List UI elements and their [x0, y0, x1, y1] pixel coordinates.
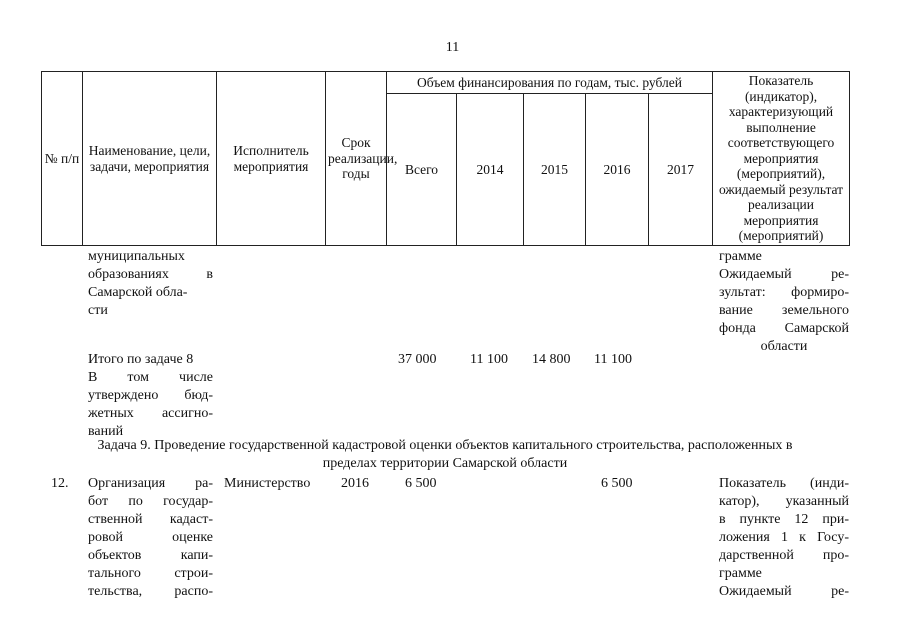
- header-2015: 2015: [524, 94, 586, 246]
- total-2016: 11 100: [594, 352, 632, 367]
- task-line-1: Задача 9. Проведение государственной кадастровой оценки объектов капитального строительства, расположенных в: [97, 438, 793, 453]
- text-line: дарственной про-: [719, 548, 849, 563]
- header-2017: 2017: [649, 94, 713, 246]
- header-term: Срок реализации, годы: [326, 72, 387, 246]
- row-number: 12.: [51, 476, 69, 491]
- row-executor: Министерство: [224, 476, 311, 491]
- row-total: 6 500: [405, 476, 437, 491]
- text-line: в пункте 12 при-: [719, 512, 849, 527]
- text-line: жетных ассигно-: [88, 406, 213, 421]
- text-line: зультат: формиро-: [719, 285, 849, 300]
- text-line: вание земельного: [719, 303, 849, 318]
- row-term: 2016: [341, 476, 369, 491]
- row-indicator: [719, 475, 849, 601]
- table-header: [41, 71, 850, 246]
- total-label: [88, 351, 213, 441]
- text-line: грамме: [719, 566, 762, 581]
- total-value: 37 000: [398, 352, 437, 367]
- row-2016: 6 500: [601, 476, 633, 491]
- header-total: Всего: [387, 94, 457, 246]
- text-line: Самарской обла-: [88, 285, 188, 300]
- text-line: ственной кадаст-: [88, 512, 213, 527]
- text-line: Организация ра-: [88, 476, 213, 491]
- row-name: [88, 475, 213, 601]
- text-line: Показатель (инди-: [719, 476, 849, 491]
- text-line: утверждено бюд-: [88, 388, 213, 403]
- text-line: тельства, распо-: [88, 584, 213, 599]
- continued-name: [88, 248, 213, 320]
- text-line: муниципальных: [88, 249, 185, 264]
- task-heading: [41, 437, 849, 473]
- task-line-2: пределах территории Самарской области: [322, 456, 568, 471]
- text-line: ложения 1 к Госу-: [719, 530, 849, 545]
- header-funding-group: Объем финансирования по годам, тыс. рублей: [387, 72, 713, 94]
- page-number: 11: [445, 40, 460, 55]
- text-line: Итого по задаче 8: [88, 352, 194, 367]
- text-line: бот по государ-: [88, 494, 213, 509]
- text-line: сти: [88, 303, 108, 318]
- text-line: образованиях в: [88, 267, 213, 282]
- text-line: грамме: [719, 249, 762, 264]
- text-line: ваний: [88, 424, 124, 439]
- text-line: области: [760, 339, 808, 354]
- text-line: фонда Самарской: [719, 321, 849, 336]
- text-line: ровой оценке: [88, 530, 213, 545]
- total-2015: 14 800: [532, 352, 571, 367]
- text-line: катор), указанный: [719, 494, 849, 509]
- text-line: В том числе: [88, 370, 213, 385]
- total-2014: 11 100: [470, 352, 508, 367]
- text-line: Ожидаемый ре-: [719, 584, 849, 599]
- header-name: Наименование, цели, задачи, мероприятия: [83, 72, 217, 246]
- header-executor: Исполнитель мероприятия: [217, 72, 326, 246]
- text-line: объектов капи-: [88, 548, 213, 563]
- header-num: № п/п: [42, 72, 83, 246]
- text-line: тального строи-: [88, 566, 213, 581]
- header-2014: 2014: [457, 94, 524, 246]
- text-line: Ожидаемый ре-: [719, 267, 849, 282]
- header-2016: 2016: [586, 94, 649, 246]
- continued-indicator: [719, 248, 849, 356]
- header-indicator: Показатель (индикатор), характеризующий выполнение соответствующего мероприятия (мероприятий), ожидаемый результат реализации мероприятия (мероприятий): [713, 72, 850, 246]
